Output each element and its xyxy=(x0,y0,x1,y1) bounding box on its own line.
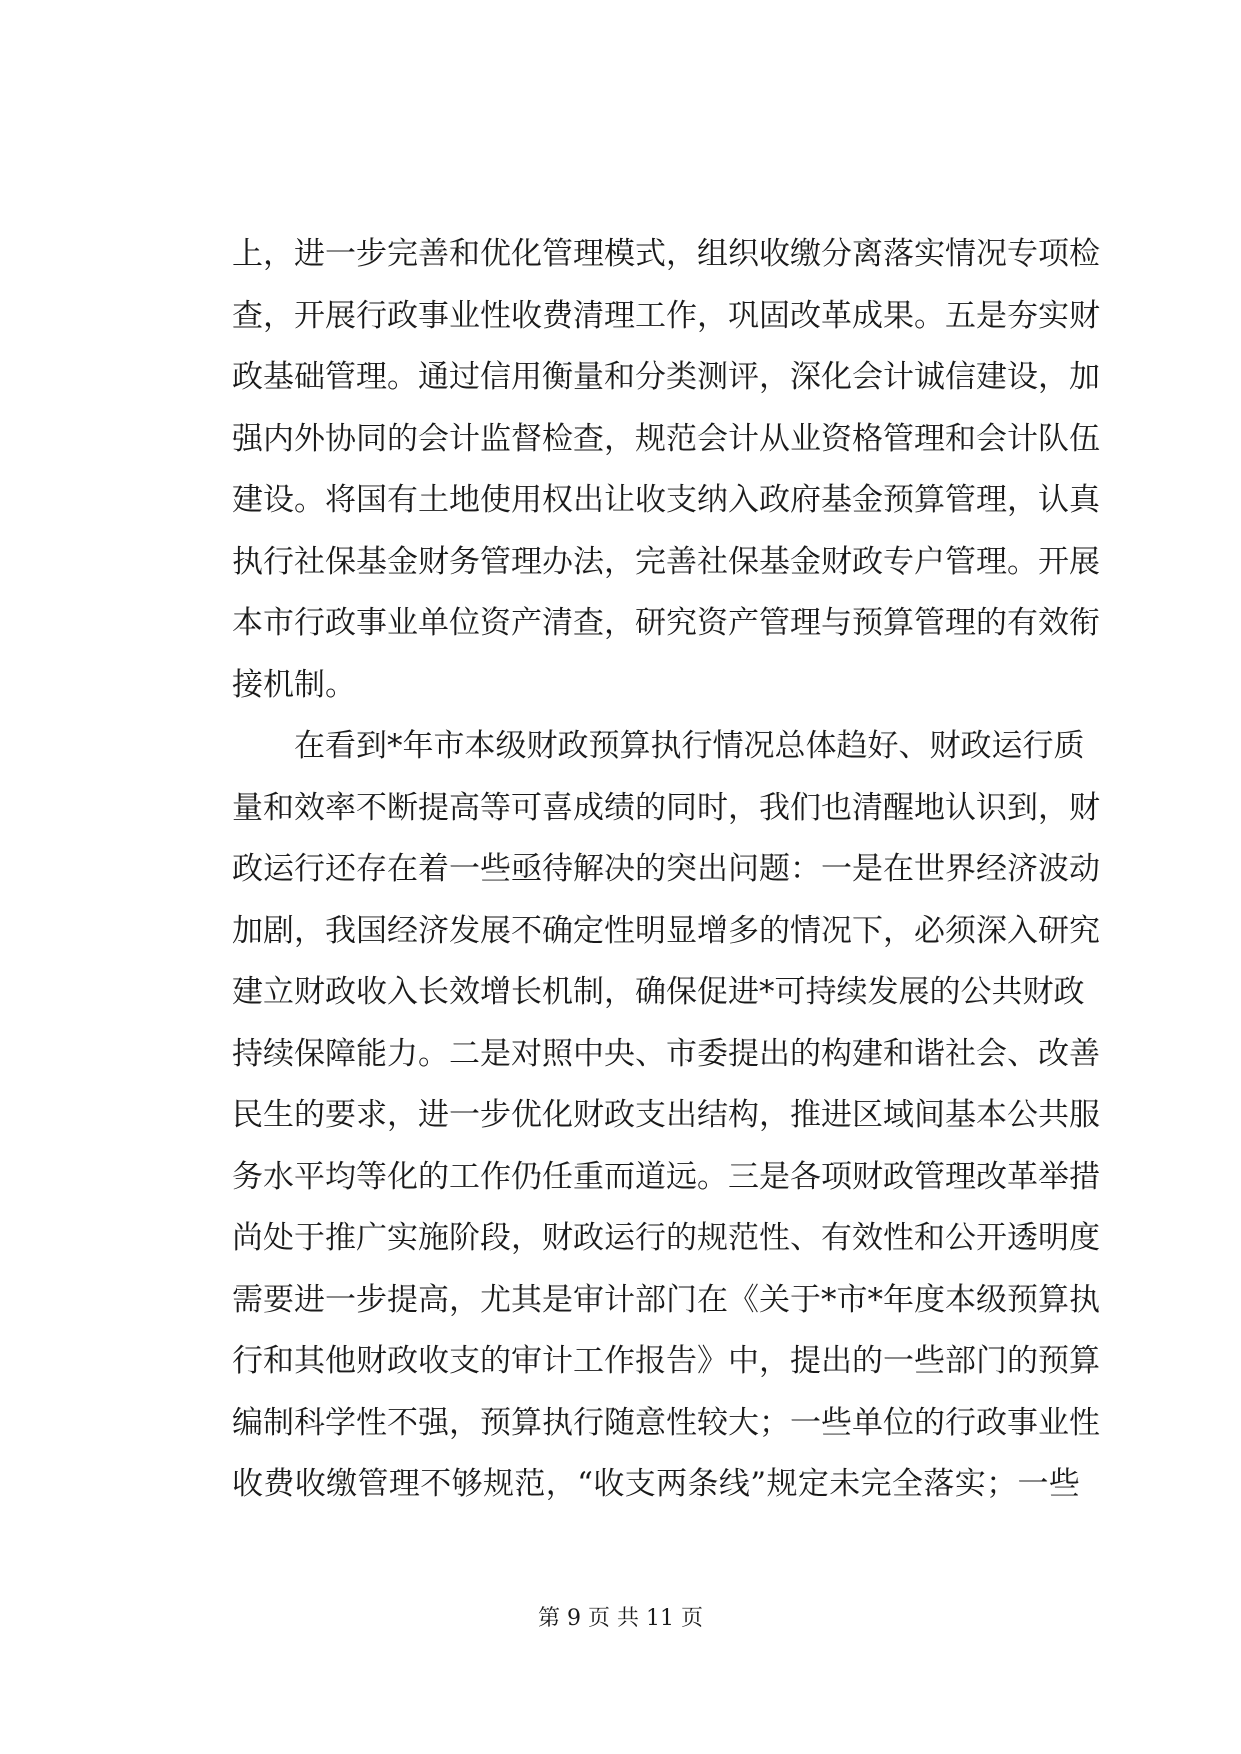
text-line: 民 生 的 要 求 ， 进 一 步 优 化 财 政 支 出 结 构 ， 推 进 区 域 间 基 本 公 共 服 xyxy=(232,1097,1100,1133)
text-line: 查 ， 开 展 行 政 事 业 性 收 费 清 理 工 作 ， 巩 固 改 革 成 果 。 五 是 夯 实 财 xyxy=(232,297,1100,334)
body-text xyxy=(232,228,1100,1520)
text-line: 加 剧 ， 我 国 经 济 发 展 不 确 定 性 明 显 增 多 的 情 况 下 ， 必 须 深 入 研 究 xyxy=(232,912,1100,949)
text-line: 需 要 进 一 步 提 高 ， 尤 其 是 审 计 部 门 在 《 关 于 * 市 * 年 度 本 级 预 算 执 xyxy=(232,1281,1100,1318)
text-line: 接 机 制 。 xyxy=(232,666,356,703)
text-line: 政 基 础 管 理 。 通 过 信 用 衡 量 和 分 类 测 评 ， 深 化 会 计 诚 信 建 设 ， 加 xyxy=(232,359,1100,395)
text-line: 执 行 社 保 基 金 财 务 管 理 办 法 ， 完 善 社 保 基 金 财 政 专 户 管 理 。 开 展 xyxy=(232,543,1100,580)
text-line: 尚 处 于 推 广 实 施 阶 段 ， 财 政 运 行 的 规 范 性 、 有 效 性 和 公 开 透 明 度 xyxy=(232,1220,1100,1256)
text-line: 本 市 行 政 事 业 单 位 资 产 清 查 ， 研 究 资 产 管 理 与 预 算 管 理 的 有 效 衔 xyxy=(232,605,1100,641)
text-line: 收 费 收 缴 管 理 不 够 规 范 ， “ 收 支 两 条 线 ” 规 定 未 完 全 落 实 ； 一 些 xyxy=(232,1466,1080,1502)
text-line: 编 制 科 学 性 不 强 ， 预 算 执 行 随 意 性 较 大 ； 一 些 单 位 的 行 政 事 业 性 xyxy=(232,1404,1100,1441)
text-line: 强 内 外 协 同 的 会 计 监 督 检 查 ， 规 范 会 计 从 业 资 格 管 理 和 会 计 队 伍 xyxy=(232,420,1100,457)
text-line: 建 立 财 政 收 入 长 效 增 长 机 制 ， 确 保 促 进 * 可 持 续 发 展 的 公 共 财 政 xyxy=(232,974,1085,1010)
text-line: 持 续 保 障 能 力 。 二 是 对 照 中 央 、 市 委 提 出 的 构 建 和 谐 社 会 、 改 善 xyxy=(232,1035,1100,1072)
text-line: 在 看 到 * 年 市 本 级 财 政 预 算 执 行 情 况 总 体 趋 好 、 财 政 运 行 质 xyxy=(294,728,1085,764)
page-footer: 第 9 页 共 11 页 xyxy=(538,1606,703,1631)
text-line: 务 水 平 均 等 化 的 工 作 仍 任 重 而 道 远 。 三 是 各 项 财 政 管 理 改 革 举 措 xyxy=(232,1158,1100,1195)
text-line: 政 运 行 还 存 在 着 一 些 亟 待 解 决 的 突 出 问 题 ： 一 是 在 世 界 经 济 波 动 xyxy=(232,851,1100,887)
text-line: 上 ， 进 一 步 完 善 和 优 化 管 理 模 式 ， 组 织 收 缴 分 离 落 实 情 况 专 项 检 xyxy=(232,236,1100,272)
text-line: 建 设 。 将 国 有 土 地 使 用 权 出 让 收 支 纳 入 政 府 基 金 预 算 管 理 ， 认 真 xyxy=(232,482,1100,518)
text-line: 行 和 其 他 财 政 收 支 的 审 计 工 作 报 告 》 中 ， 提 出 的 一 些 部 门 的 预 算 xyxy=(232,1343,1100,1379)
text-line: 量 和 效 率 不 断 提 高 等 可 喜 成 绩 的 同 时 ， 我 们 也 清 醒 地 认 识 到 ， 财 xyxy=(232,789,1100,826)
